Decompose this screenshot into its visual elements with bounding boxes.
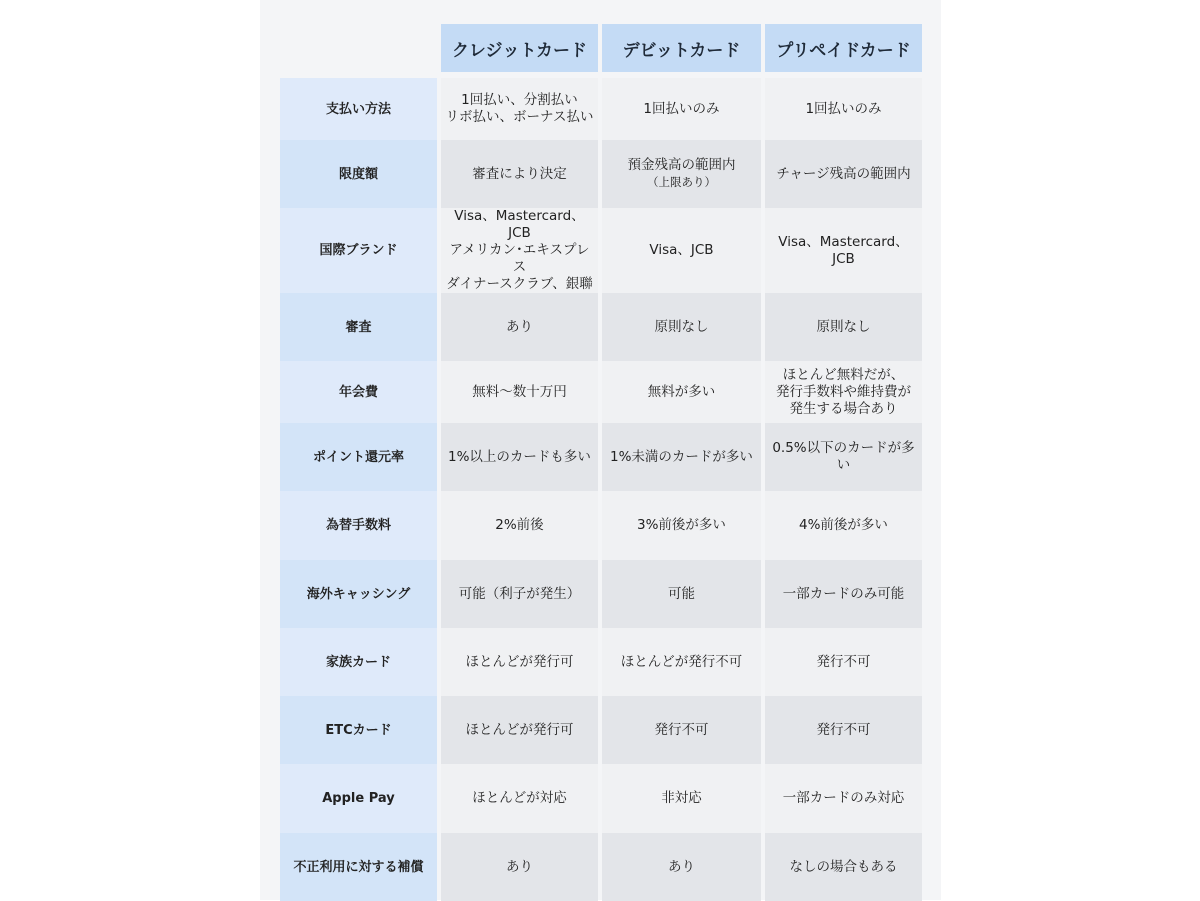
cell-credit: 2%前後 bbox=[441, 491, 598, 560]
table-row bbox=[280, 560, 922, 628]
cell-debit-main: 預金残高の範囲内 bbox=[627, 157, 736, 173]
table-row bbox=[280, 764, 922, 833]
row-label-screening: 審査 bbox=[280, 293, 437, 361]
row-label-exchange-fee: 為替手数料 bbox=[280, 491, 437, 560]
cell-credit: 1回払い、分割払い リボ払い、ボーナス払い bbox=[441, 78, 598, 140]
cell-credit: ほとんどが発行可 bbox=[441, 696, 598, 764]
table-row bbox=[280, 491, 922, 560]
table-row bbox=[280, 293, 922, 361]
row-label-apple-pay: Apple Pay bbox=[280, 764, 437, 833]
cell-debit: ほとんどが発行不可 bbox=[602, 628, 761, 696]
table-row bbox=[280, 423, 922, 491]
cell-credit: あり bbox=[441, 293, 598, 361]
cell-debit: 3%前後が多い bbox=[602, 491, 761, 560]
row-label-annual-fee: 年会費 bbox=[280, 361, 437, 423]
row-label-point-rate: ポイント還元率 bbox=[280, 423, 437, 491]
cell-credit: ほとんどが対応 bbox=[441, 764, 598, 833]
table-row bbox=[280, 361, 922, 423]
table-row bbox=[280, 628, 922, 696]
cell-prepaid: 原則なし bbox=[765, 293, 922, 361]
row-label-limit: 限度額 bbox=[280, 140, 437, 208]
cell-debit bbox=[602, 140, 761, 208]
row-label-payment-method: 支払い方法 bbox=[280, 78, 437, 140]
row-label-fraud-compensation: 不正利用に対する補償 bbox=[280, 833, 437, 901]
cell-debit: 無料が多い bbox=[602, 361, 761, 423]
row-label-family-card: 家族カード bbox=[280, 628, 437, 696]
cell-debit: 発行不可 bbox=[602, 696, 761, 764]
cell-prepaid: 0.5%以下のカードが多い bbox=[765, 423, 922, 491]
cell-credit: 審査により決定 bbox=[441, 140, 598, 208]
cell-debit-note: （上限あり） bbox=[646, 175, 716, 189]
column-header-prepaid: プリペイドカード bbox=[765, 24, 922, 72]
corner-cell bbox=[280, 24, 437, 72]
cell-credit: Visa、Mastercard、JCB アメリカン･エキスプレス ダイナースクラブ、銀聯 bbox=[441, 208, 598, 293]
cell-prepaid: Visa、Mastercard、JCB bbox=[765, 208, 922, 293]
table-row bbox=[280, 208, 922, 293]
cell-prepaid: 発行不可 bbox=[765, 628, 922, 696]
table-row bbox=[280, 696, 922, 764]
row-label-international-brand: 国際ブランド bbox=[280, 208, 437, 293]
cell-debit: 1回払いのみ bbox=[602, 78, 761, 140]
cell-prepaid: 一部カードのみ可能 bbox=[765, 560, 922, 628]
cell-debit: 原則なし bbox=[602, 293, 761, 361]
cell-prepaid: なしの場合もある bbox=[765, 833, 922, 901]
column-header-credit: クレジットカード bbox=[441, 24, 598, 72]
cell-prepaid: 4%前後が多い bbox=[765, 491, 922, 560]
cell-debit: 1%未満のカードが多い bbox=[602, 423, 761, 491]
cell-credit: 無料〜数十万円 bbox=[441, 361, 598, 423]
column-header-debit: デビットカード bbox=[602, 24, 761, 72]
cell-credit: 可能（利子が発生） bbox=[441, 560, 598, 628]
comparison-table-container bbox=[280, 24, 922, 901]
cell-credit: 1%以上のカードも多い bbox=[441, 423, 598, 491]
cell-prepaid: チャージ残高の範囲内 bbox=[765, 140, 922, 208]
cell-credit: あり bbox=[441, 833, 598, 901]
table-row bbox=[280, 140, 922, 208]
cell-debit: 可能 bbox=[602, 560, 761, 628]
cell-credit: ほとんどが発行可 bbox=[441, 628, 598, 696]
cell-prepaid: 一部カードのみ対応 bbox=[765, 764, 922, 833]
cell-debit: 非対応 bbox=[602, 764, 761, 833]
card-comparison-table bbox=[276, 24, 926, 901]
row-label-etc-card: ETCカード bbox=[280, 696, 437, 764]
table-row bbox=[280, 833, 922, 901]
cell-debit: あり bbox=[602, 833, 761, 901]
cell-prepaid: ほとんど無料だが、 発行手数料や維持費が 発生する場合あり bbox=[765, 361, 922, 423]
row-label-overseas-cashing: 海外キャッシング bbox=[280, 560, 437, 628]
table-row bbox=[280, 78, 922, 140]
cell-debit: Visa、JCB bbox=[602, 208, 761, 293]
header-row bbox=[280, 24, 922, 72]
cell-prepaid: 発行不可 bbox=[765, 696, 922, 764]
cell-prepaid: 1回払いのみ bbox=[765, 78, 922, 140]
